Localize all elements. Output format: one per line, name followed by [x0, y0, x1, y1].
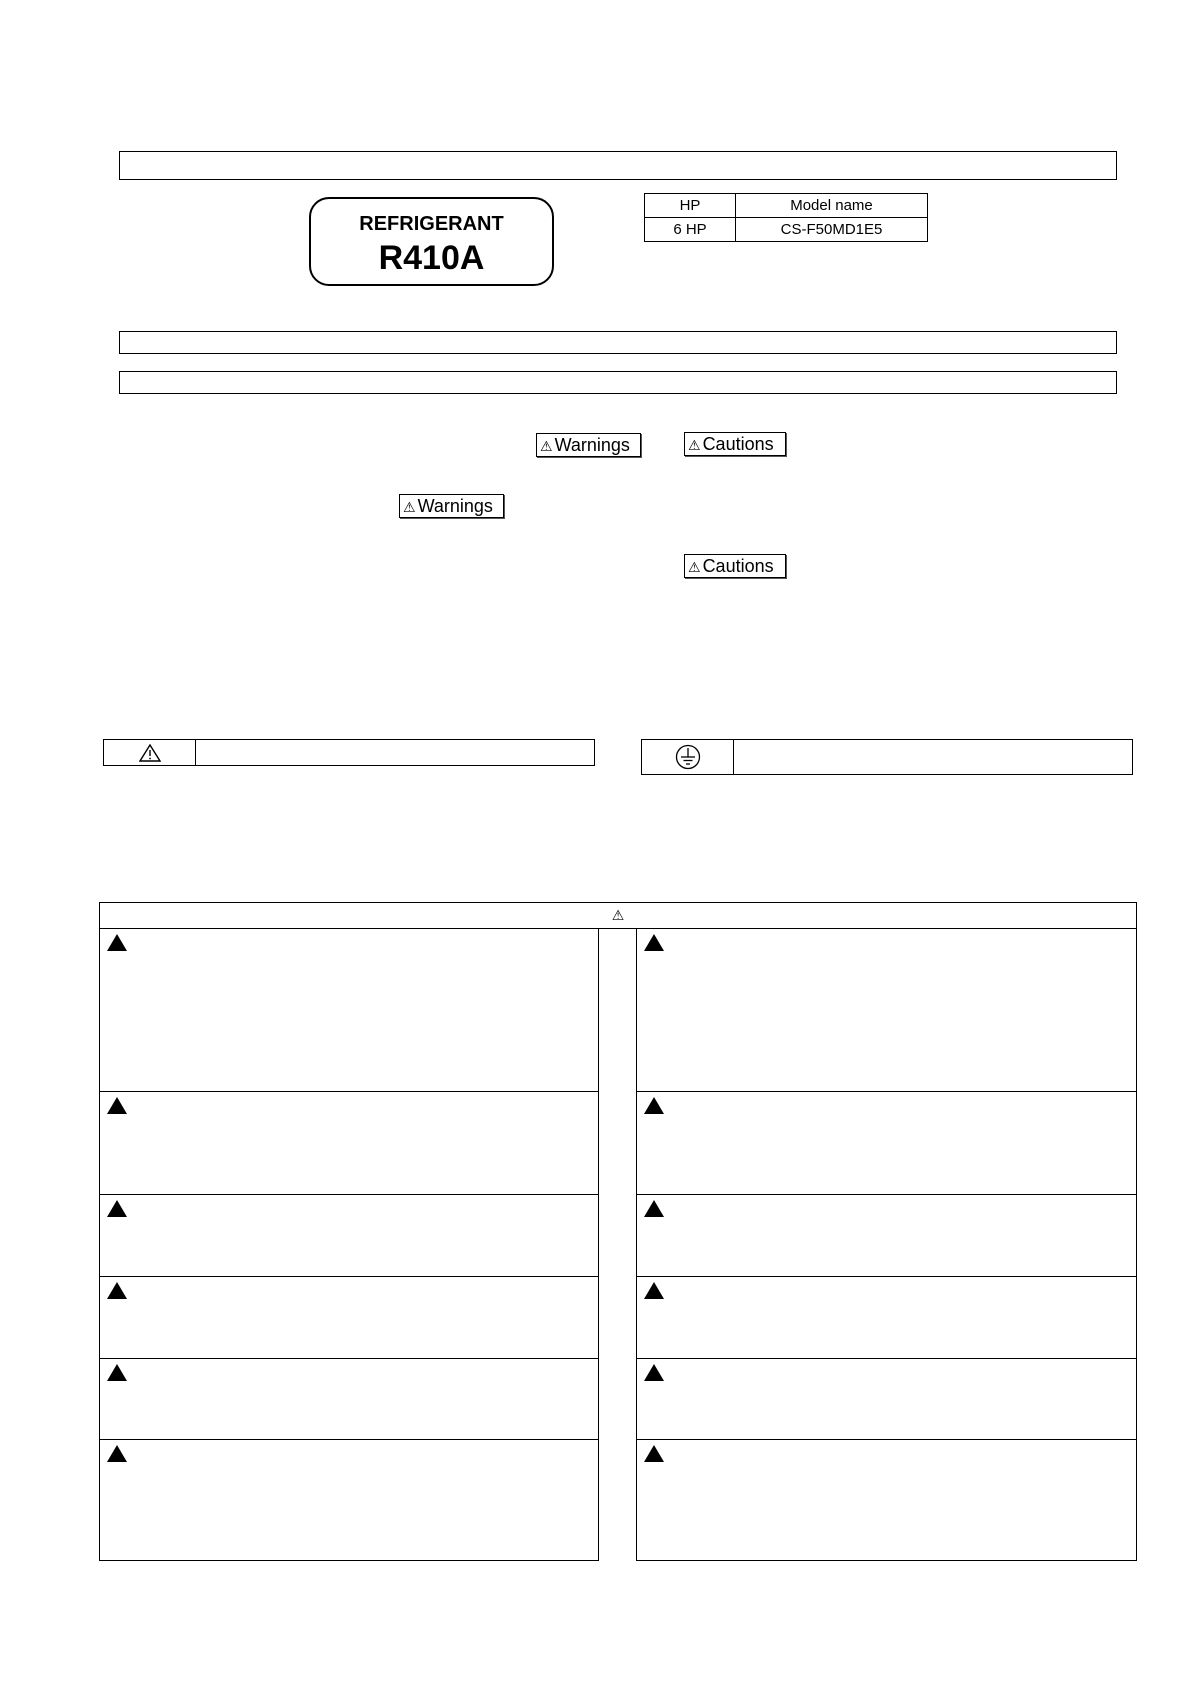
warning-icon: ⚠	[611, 907, 625, 923]
warning-solid-icon	[643, 1444, 665, 1463]
warning-icon: ⚠	[403, 499, 416, 515]
ground-icon	[675, 744, 701, 770]
cautions-tag-label: Cautions	[702, 434, 774, 454]
table-header-hp: HP	[645, 194, 736, 218]
warning-solid-icon	[643, 1096, 665, 1115]
legend-ground-row	[641, 739, 1133, 775]
model-table	[644, 193, 928, 242]
warnings-right-column	[636, 929, 1137, 1561]
section-bar-2	[119, 371, 1117, 394]
warnings-tag-label: Warnings	[554, 435, 630, 455]
warning-icon: ⚠	[688, 437, 701, 453]
refrigerant-label: REFRIGERANT	[359, 213, 504, 235]
warning-icon: ⚠	[540, 438, 553, 454]
warning-cell	[99, 1440, 599, 1561]
cautions-tag-label: Cautions	[702, 556, 774, 576]
warning-cell	[636, 929, 1137, 1092]
header-bar	[119, 151, 1117, 180]
warnings-tag	[536, 433, 641, 457]
warning-cell	[636, 1195, 1137, 1277]
warning-solid-icon	[106, 1199, 128, 1218]
table-header-row	[645, 194, 928, 218]
refrigerant-type: R410A	[378, 239, 485, 277]
cautions-tag	[684, 554, 786, 578]
section-bar-1	[119, 331, 1117, 354]
warning-cell	[636, 1440, 1137, 1561]
warning-solid-icon	[643, 1281, 665, 1300]
warning-cell	[636, 1359, 1137, 1440]
warning-cell	[99, 1359, 599, 1440]
warning-solid-icon	[106, 1281, 128, 1300]
warning-cell	[99, 1195, 599, 1277]
warning-solid-icon	[106, 1096, 128, 1115]
warning-cell	[99, 929, 599, 1092]
warnings-tag-label: Warnings	[417, 496, 493, 516]
table-cell-hp: 6 HP	[645, 218, 736, 242]
warnings-tag	[399, 494, 504, 518]
warning-solid-icon	[643, 1199, 665, 1218]
table-cell-model: CS-F50MD1E5	[736, 218, 928, 242]
warning-solid-icon	[106, 1363, 128, 1382]
warning-icon: ⚠	[688, 559, 701, 575]
cautions-tag	[684, 432, 786, 456]
warning-solid-icon	[106, 1444, 128, 1463]
legend-warning-symbol	[104, 740, 196, 765]
warning-solid-icon	[643, 933, 665, 952]
legend-warning-row	[103, 739, 595, 766]
table-row	[645, 218, 928, 242]
warning-cell	[99, 1277, 599, 1359]
warnings-left-column	[99, 929, 599, 1561]
warning-cell	[636, 1277, 1137, 1359]
warning-solid-icon	[106, 933, 128, 952]
warning-cell	[636, 1092, 1137, 1195]
warning-solid-icon	[643, 1363, 665, 1382]
legend-ground-symbol	[642, 740, 734, 774]
refrigerant-badge	[309, 197, 554, 286]
warning-icon	[139, 744, 161, 762]
warning-cell	[99, 1092, 599, 1195]
table-header-model: Model name	[736, 194, 928, 218]
warnings-grid-title	[99, 902, 1137, 929]
